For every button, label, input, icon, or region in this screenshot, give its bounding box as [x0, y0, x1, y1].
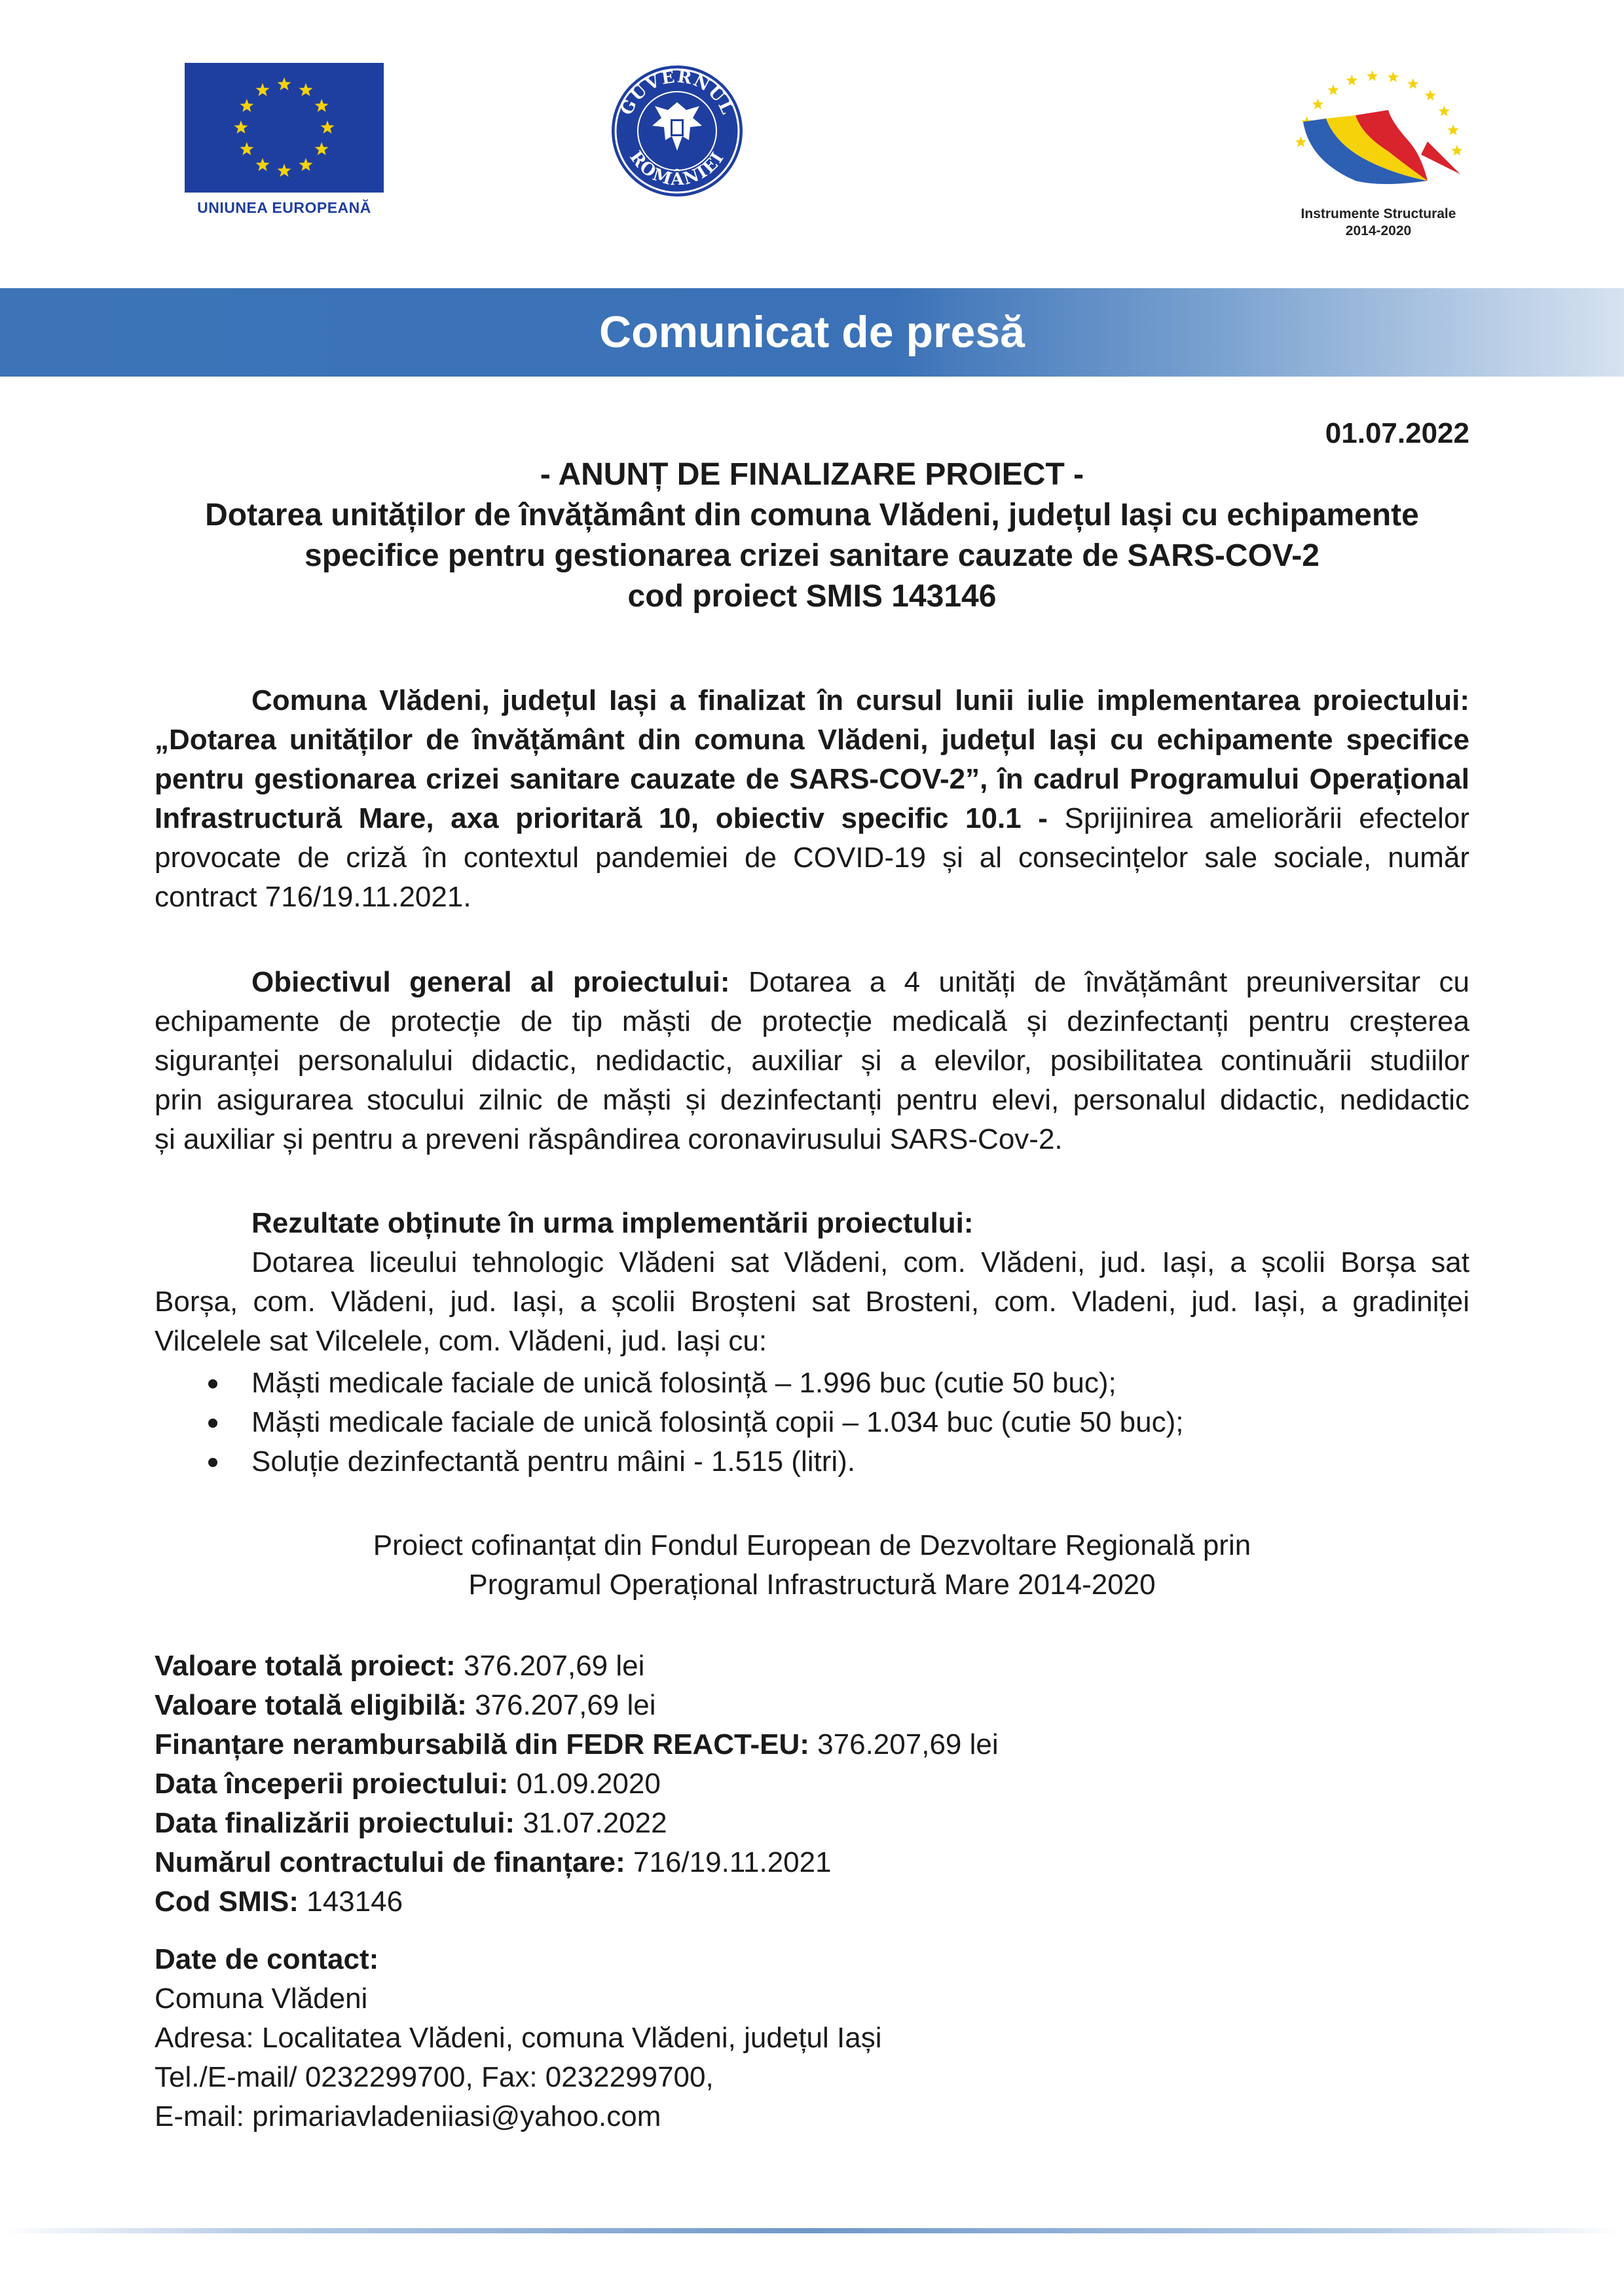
eu-stars-icon	[185, 63, 384, 193]
eu-star-icon	[256, 158, 270, 171]
is-text-line1: Instrumente Structurale	[1301, 206, 1456, 221]
detail-value: 376.207,69 lei	[463, 1650, 645, 1682]
intro-line-3: pentru gestionarea crizei sanitare cauzate de SARS-COV-2”, în cadrul Programului Operațional	[155, 763, 1469, 795]
press-release-banner	[0, 288, 1624, 377]
footer-rule	[0, 2228, 1624, 2233]
intro-line-5: provocate de criză în contextul pandemiei de COVID-19 și al consecințelor sale sociale, număr	[155, 842, 1469, 874]
eu-star-icon	[321, 121, 335, 134]
detail-end-date	[155, 1804, 667, 1843]
cofinancing-line-2: Programul Operațional Infrastructură Mare 2014-2020	[468, 1569, 1156, 1601]
objective-line-2: echipamente de protecție de tip măști de protecție medicală și dezinfectanți pentru creșterea	[155, 1005, 1469, 1037]
bullet-icon	[208, 1379, 217, 1388]
results-label: Rezultate obținute în urma implementării proiectului:	[251, 1207, 974, 1239]
gov-seal-text-bottom: ROMÂNIEI	[625, 147, 729, 190]
gov-seal-text-top: GUVERNUL	[616, 67, 738, 119]
is-star-icon	[1448, 124, 1459, 135]
results-line-2: Borșa, com. Vlădeni, jud. Iași, a școlii Broșteni sat Brosteni, com. Vladeni, jud. Iași, a gradiniței	[155, 1286, 1469, 1318]
is-star-icon	[1439, 105, 1450, 116]
is-star-icon	[1327, 84, 1338, 95]
heading-line-2: Dotarea unităților de învățământ din comuna Vlădeni, județul Iași cu echipamente	[205, 498, 1419, 532]
heading-line-1: - ANUNȚ DE FINALIZARE PROIECT -	[540, 457, 1084, 492]
is-star-icon	[1346, 75, 1357, 85]
bullet-icon	[208, 1458, 217, 1467]
objective-label: Obiectivul general al proiectului:	[251, 966, 730, 998]
contact-name: Comuna Vlădeni	[155, 1982, 368, 2015]
detail-label: Cod SMIS:	[155, 1886, 299, 1918]
detail-value: 01.09.2020	[516, 1768, 661, 1800]
government-seal-icon	[609, 63, 745, 199]
detail-label: Valoare totală proiect:	[155, 1650, 456, 1682]
objective-line-1-rest: Dotarea a 4 unități de învățământ preuniversitar cu	[748, 966, 1469, 998]
result-item-2: Măști medicale faciale de unică folosință copii – 1.034 buc (cutie 50 buc);	[251, 1406, 1184, 1438]
contact-email[interactable]: E-mail: primariavladeniiasi@yahoo.com	[155, 2100, 661, 2132]
detail-value: 143146	[306, 1886, 403, 1918]
eu-star-icon	[240, 99, 253, 112]
is-text-line2: 2014-2020	[1345, 223, 1412, 238]
eu-star-icon	[240, 142, 253, 155]
contact-address: Adresa: Localitatea Vlădeni, comuna Vlădeni, județul Iași	[155, 2022, 882, 2054]
announcement-date: 01.07.2022	[1325, 417, 1469, 449]
heading-line-4: cod proiect SMIS 143146	[627, 579, 997, 614]
detail-value: 376.207,69 lei	[817, 1728, 999, 1760]
government-romania-logo	[609, 63, 745, 199]
detail-grant-value	[155, 1725, 999, 1764]
results-line-3: Vilcelele sat Vilcelele, com. Vlădeni, jud. Iași cu:	[155, 1325, 767, 1357]
is-star-icon	[1451, 145, 1462, 155]
eu-logo-text: UNIUNEA EUROPEANĂ	[197, 199, 371, 216]
intro-line-6: contract 716/19.11.2021.	[155, 881, 471, 913]
eu-flag	[185, 63, 384, 193]
objective-line-5: și auxiliar și pentru a preveni răspândirea coronavirusului SARS-Cov-2.	[155, 1123, 1063, 1155]
detail-label: Data finalizării proiectului:	[155, 1807, 515, 1839]
is-star-icon	[1388, 71, 1399, 82]
contact-phone: Tel./E-mail/ 0232299700, Fax: 0232299700,	[155, 2061, 714, 2093]
eu-star-icon	[299, 158, 313, 171]
instrumente-structurale-text	[1264, 206, 1493, 240]
heading-line-3: specifice pentru gestionarea crizei sanitare cauzate de SARS-COV-2	[304, 538, 1320, 573]
detail-value: 376.207,69 lei	[475, 1689, 656, 1721]
objective-line-3: siguranței personalului didactic, nedidactic, auxiliar și a elevilor, posibilitatea continuării studiilor	[155, 1045, 1469, 1077]
detail-start-date	[155, 1764, 661, 1804]
eu-star-icon	[278, 164, 291, 177]
detail-total-value	[155, 1647, 644, 1686]
detail-label: Numărul contractului de finanțare:	[155, 1846, 625, 1878]
eu-star-icon	[299, 83, 313, 96]
contact-label: Date de contact:	[155, 1943, 379, 1975]
detail-label: Data începerii proiectului:	[155, 1768, 509, 1800]
is-star-icon	[1425, 90, 1436, 100]
is-star-icon	[1407, 78, 1418, 88]
instrumente-structurale-logo	[1264, 56, 1493, 253]
eu-star-icon	[234, 121, 248, 134]
detail-value: 31.07.2022	[523, 1807, 667, 1839]
detail-smis-code	[155, 1882, 403, 1922]
eu-star-icon	[315, 99, 329, 112]
eu-star-icon	[256, 83, 270, 96]
objective-line-4: prin asigurarea stocului zilnic de măști și dezinfectanți pentru elevi, personalul didactic, nedidactic	[155, 1084, 1469, 1116]
objective-line-1	[251, 963, 1469, 1002]
intro-line-1: Comuna Vlădeni, județul Iași a finalizat în cursul lunii iulie implementarea proiectului:	[251, 684, 1469, 716]
detail-value: 716/19.11.2021	[633, 1846, 832, 1878]
intro-line-4-rest: Sprijinirea ameliorării efectelor	[1064, 802, 1469, 834]
detail-label: Finanțare nerambursabilă din FEDR REACT-EU:	[155, 1728, 809, 1760]
is-star-icon	[1367, 70, 1378, 81]
bullet-icon	[208, 1419, 217, 1428]
eu-star-icon	[278, 77, 291, 90]
result-item-3: Soluție dezinfectantă pentru mâini - 1.515 (litri).	[251, 1445, 856, 1478]
intro-line-2: „Dotarea unităților de învățământ din comuna Vlădeni, județul Iași cu echipamente specifice	[155, 724, 1469, 756]
detail-eligible-value	[155, 1686, 656, 1725]
intro-line-4-bold: Infrastructură Mare, axa prioritară 10, obiectiv specific 10.1 -	[155, 802, 1048, 834]
is-star-icon	[1312, 99, 1323, 109]
results-line-1: Dotarea liceului tehnologic Vlădeni sat Vlădeni, com. Vlădeni, jud. Iași, a școlii Borșa sat	[251, 1246, 1469, 1278]
eu-star-icon	[315, 142, 329, 155]
is-star-icon	[1295, 136, 1306, 147]
detail-label: Valoare totală eligibilă:	[155, 1689, 467, 1721]
eu-logo	[185, 63, 384, 227]
result-item-1: Măști medicale faciale de unică folosință – 1.996 buc (cutie 50 buc);	[251, 1367, 1116, 1399]
intro-line-4	[155, 799, 1469, 838]
cofinancing-line-1: Proiect cofinanțat din Fondul European de Dezvoltare Regională prin	[373, 1529, 1251, 1561]
instrumente-structurale-icon	[1264, 56, 1493, 200]
detail-contract-number	[155, 1843, 832, 1882]
banner-title: Comunicat de presă	[599, 307, 1025, 357]
